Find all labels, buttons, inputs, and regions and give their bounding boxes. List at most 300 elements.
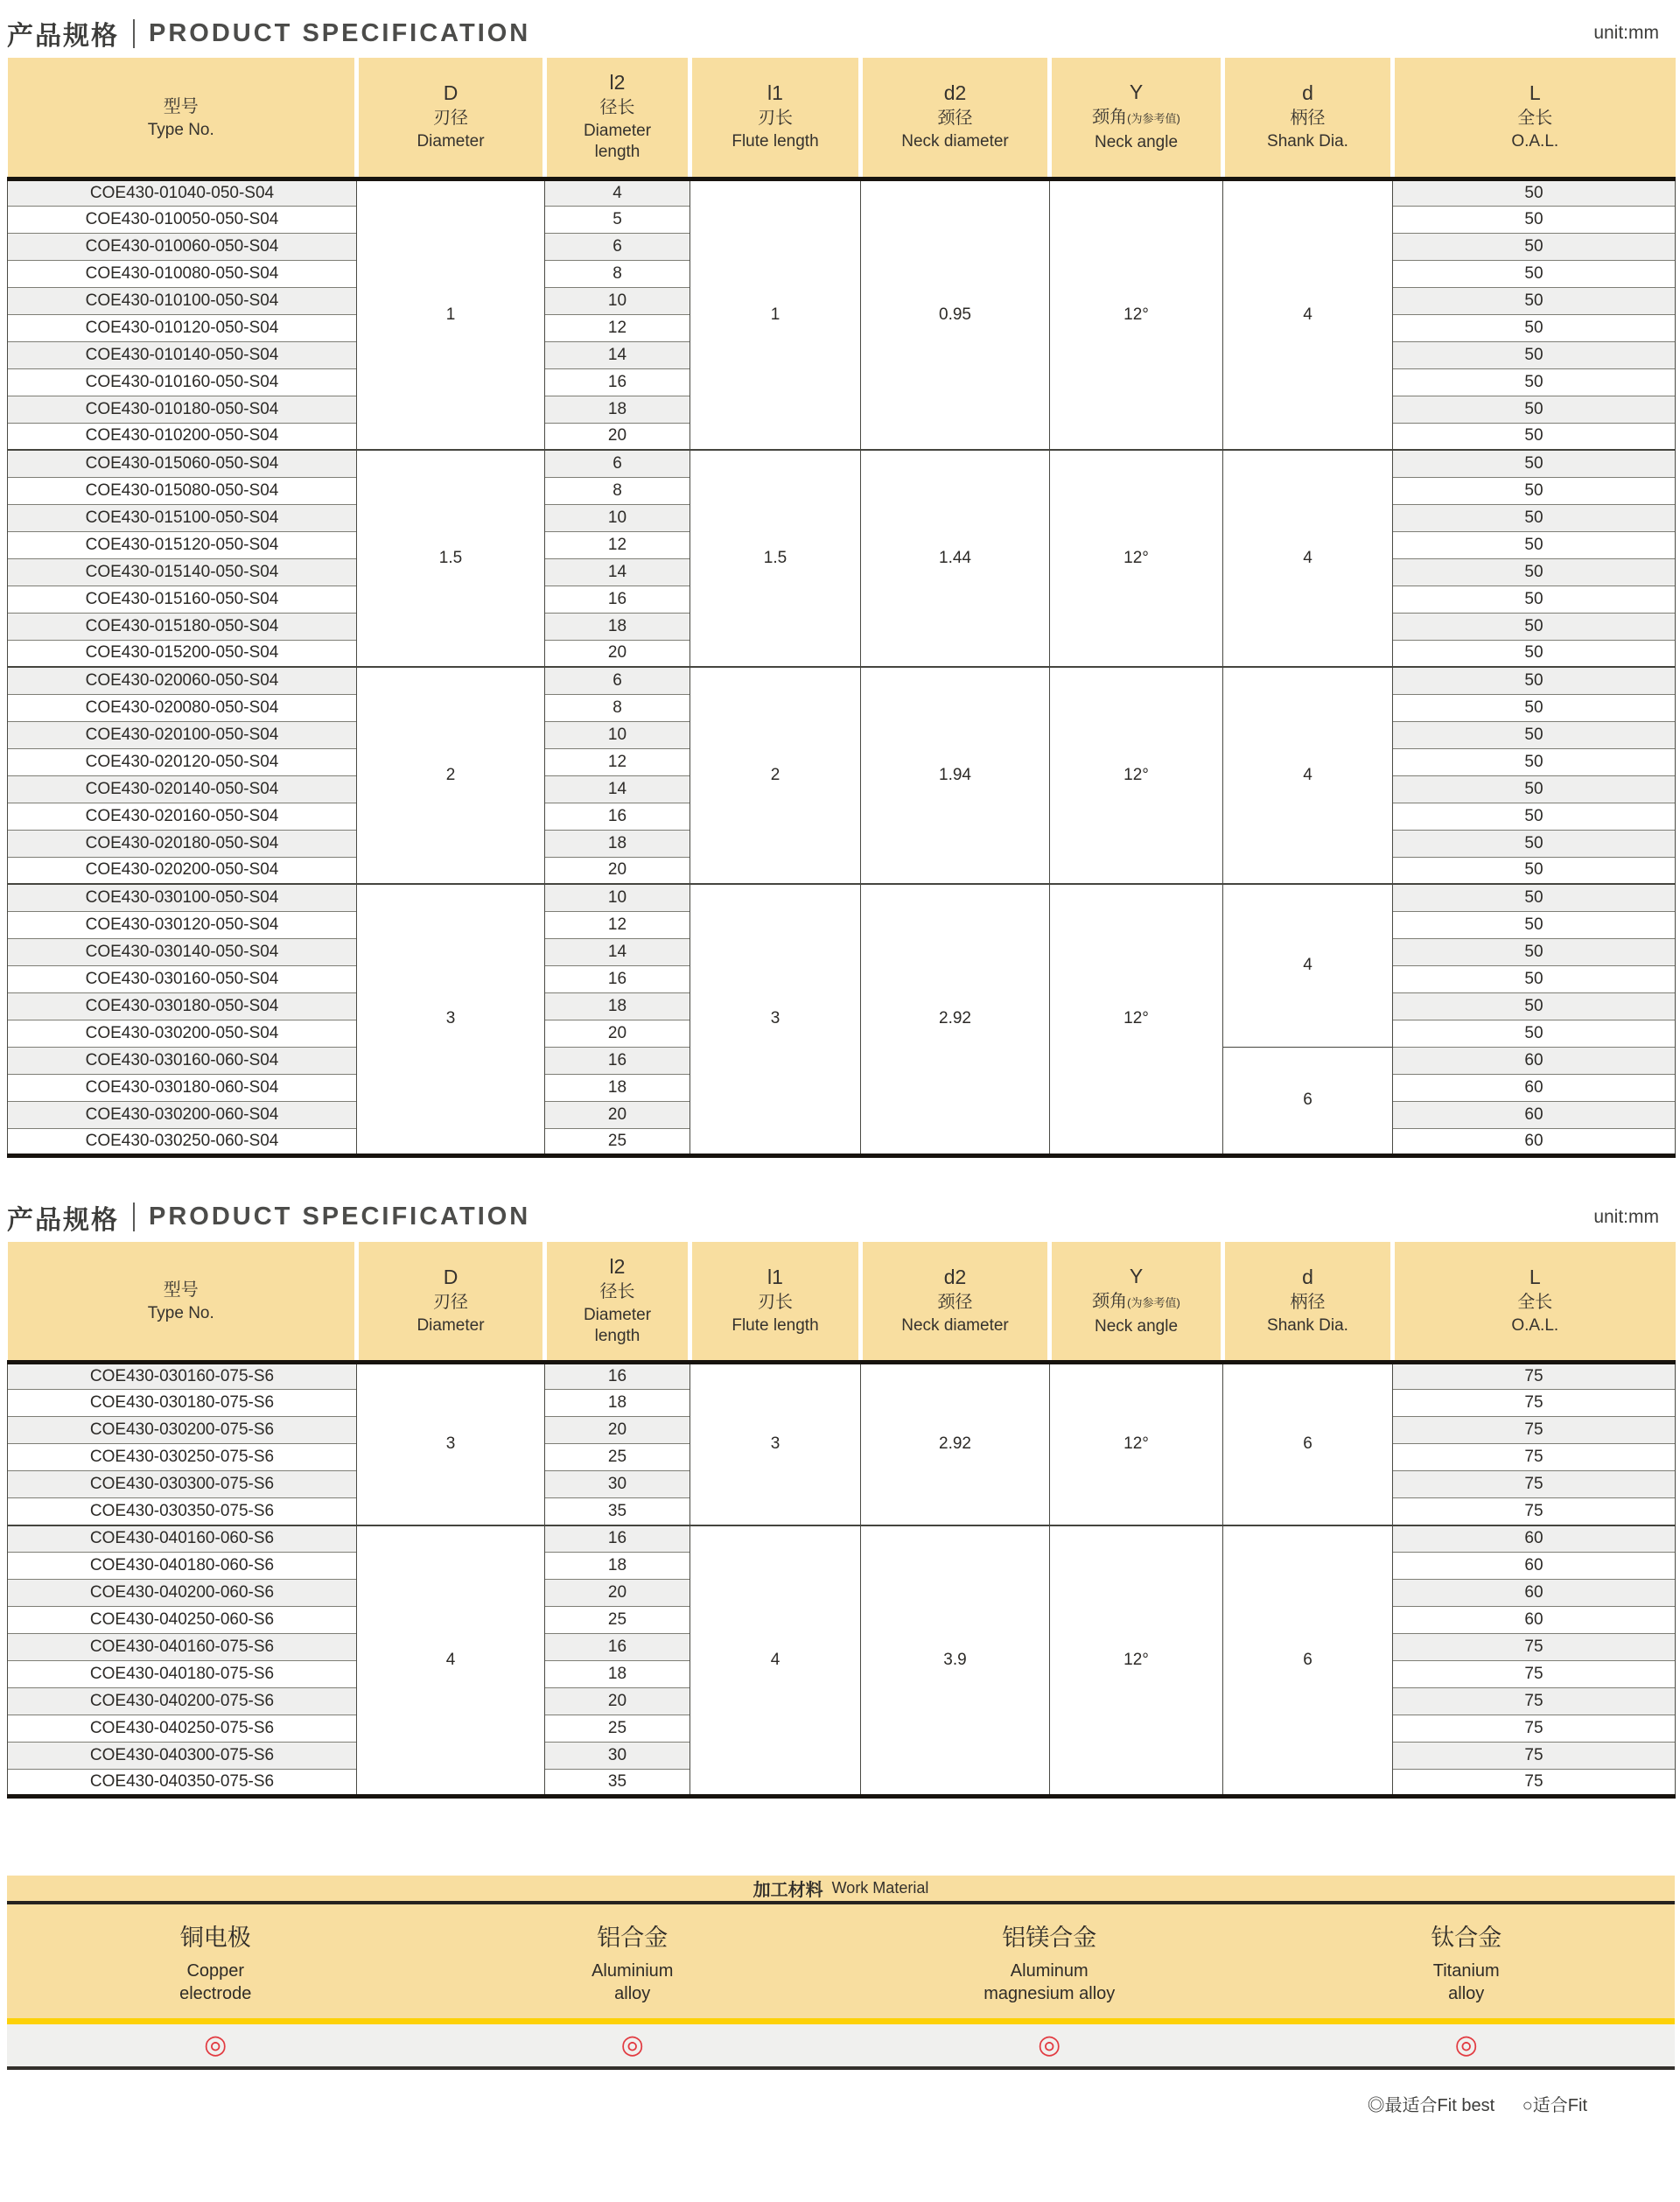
type-no-cell: COE430-030160-050-S04 [8,965,357,992]
column-label-en: Type No. [147,120,214,139]
column-label-en: Shank Dia. [1267,132,1348,151]
column-label-zh: 颈径 [937,109,973,129]
oal-cell: 50 [1393,803,1676,830]
oal-cell: 75 [1393,1688,1676,1715]
column-label-en: O.A.L. [1511,132,1559,151]
oal-cell: 60 [1393,1525,1676,1553]
neck-diameter-cell: 1.94 [861,667,1050,884]
type-no-cell: COE430-015120-050-S04 [8,531,357,558]
flute-length-cell: 3 [690,884,861,1155]
heading-divider [133,19,135,48]
type-no-cell: COE430-030160-075-S6 [8,1363,357,1390]
diameter-length-cell: 18 [545,613,690,640]
spec-table-2-body [8,1363,1676,1797]
oal-cell: 50 [1393,911,1676,938]
diameter-length-cell: 25 [545,1715,690,1743]
material-name-zh: 铝合金 [597,1924,668,1951]
work-material-title-zh: 加工材料 [752,1881,823,1900]
diameter-length-cell: 35 [545,1770,690,1797]
type-no-cell: COE430-020200-050-S04 [8,857,357,884]
fit-best-mark: ◎ [1454,2030,1478,2059]
oal-cell: 50 [1393,748,1676,775]
column-header-flute-length [690,1242,861,1363]
type-no-cell: COE430-010180-050-S04 [8,396,357,423]
oal-cell: 50 [1393,640,1676,667]
material-name-en: Copper [186,1960,245,1981]
oal-cell: 50 [1393,558,1676,586]
oal-cell: 50 [1393,450,1676,477]
column-label-zh-note: (为参考值) [1127,112,1180,126]
shank-dia-cell: 6 [1223,1047,1393,1155]
diameter-cell: 3 [357,884,545,1155]
diameter-length-cell: 8 [545,260,690,287]
column-label-zh: 全长 [1517,109,1553,129]
type-no-cell: COE430-030100-050-S04 [8,884,357,911]
oal-cell: 50 [1393,586,1676,613]
column-label-en: Diameter [416,132,485,151]
work-material-item [424,1918,842,2005]
flute-length-cell: 1 [690,179,861,450]
shank-dia-cell: 4 [1223,179,1393,450]
column-symbol: l2 [609,1254,626,1278]
material-name-en: Aluminum [1010,1960,1088,1981]
diameter-length-cell: 18 [545,1661,690,1688]
oal-cell: 50 [1393,396,1676,423]
spec-table-2 [7,1242,1676,1799]
type-no-cell: COE430-040160-060-S6 [8,1525,357,1553]
neck-angle-cell: 12° [1050,1363,1223,1525]
diameter-length-cell: 16 [545,586,690,613]
diameter-length-cell: 8 [545,477,690,504]
fit-best-mark: ◎ [204,2030,228,2059]
neck-angle-cell: 12° [1050,884,1223,1155]
column-header-diameter-length [545,1242,690,1363]
column-label-zh: 颈径 [937,1292,973,1312]
diameter-length-cell: 20 [545,857,690,884]
material-name-en: alloy [1448,1983,1485,2003]
diameter-length-cell: 8 [545,694,690,721]
column-label-zh-note: (为参考值) [1127,1295,1180,1309]
column-header-oal [1393,1242,1676,1363]
oal-cell: 75 [1393,1390,1676,1417]
oal-cell: 50 [1393,938,1676,965]
spec-table-1-body [8,179,1676,1155]
oal-cell: 50 [1393,965,1676,992]
work-material-names [7,1904,1675,2018]
type-no-cell: COE430-040250-075-S6 [8,1715,357,1743]
heading-zh: 产品规格 [7,1205,119,1235]
spec-table-1-header [8,58,1676,179]
column-symbol: Y [1129,81,1144,104]
page-title [7,14,530,53]
oal-cell: 60 [1393,1074,1676,1101]
diameter-length-cell: 20 [545,1101,690,1128]
column-symbol: l1 [767,1265,783,1288]
oal-cell: 60 [1393,1607,1676,1634]
column-header-oal [1393,58,1676,179]
diameter-length-cell: 14 [545,558,690,586]
material-name-en: Aluminium [592,1960,674,1981]
diameter-length-cell: 18 [545,1553,690,1580]
oal-cell: 50 [1393,613,1676,640]
column-label-zh: 刃径 [433,109,468,129]
oal-cell: 75 [1393,1743,1676,1770]
diameter-length-cell: 10 [545,721,690,748]
type-no-cell: COE430-020060-050-S04 [8,667,357,694]
diameter-length-cell: 18 [545,1390,690,1417]
type-no-cell: COE430-015140-050-S04 [8,558,357,586]
diameter-length-cell: 20 [545,640,690,667]
neck-diameter-cell: 3.9 [861,1525,1050,1797]
diameter-length-cell: 25 [545,1607,690,1634]
diameter-length-cell: 14 [545,341,690,368]
column-label-zh: 刃长 [758,109,793,129]
column-label-en: Neck angle [1094,133,1179,152]
heading-divider [133,1203,135,1231]
column-label-en: Neck angle [1094,1316,1179,1336]
neck-angle-cell: 12° [1050,667,1223,884]
oal-cell: 75 [1393,1661,1676,1688]
fit-legend [7,2091,1675,2116]
oal-cell: 75 [1393,1471,1676,1498]
column-symbol: d [1302,1265,1313,1288]
type-no-cell: COE430-020140-050-S04 [8,775,357,803]
material-name-zh: 铝镁合金 [1002,1924,1097,1951]
diameter-length-cell: 6 [545,450,690,477]
material-name-en: alloy [614,1983,651,2003]
diameter-length-cell: 20 [545,1580,690,1607]
column-label-en: Shank Dia. [1267,1315,1348,1335]
column-label-en: O.A.L. [1511,1315,1559,1335]
unit-label: unit:mm [1593,1206,1659,1227]
diameter-length-cell: 20 [545,1417,690,1444]
work-material-title-en: Work Material [831,1879,929,1897]
neck-diameter-cell: 1.44 [861,450,1050,667]
column-label-zh: 刃长 [758,1292,793,1312]
column-symbol: d2 [943,81,967,105]
yellow-rule [7,2018,1675,2024]
column-header-neck-angle [1050,58,1223,179]
column-label-zh: 型号 [163,96,199,116]
page-title-2 [7,1198,530,1237]
type-no-cell: COE430-030350-075-S6 [8,1498,357,1525]
oal-cell: 50 [1393,287,1676,314]
column-symbol: Y [1129,1264,1144,1287]
diameter-length-cell: 16 [545,1363,690,1390]
oal-cell: 50 [1393,830,1676,857]
type-no-cell: COE430-020080-050-S04 [8,694,357,721]
legend-fit: ○适合Fit [1522,2096,1587,2115]
oal-cell: 75 [1393,1498,1676,1525]
shank-dia-cell: 4 [1223,884,1393,1047]
type-no-cell: COE430-040180-060-S6 [8,1553,357,1580]
type-no-cell: COE430-010060-050-S04 [8,233,357,260]
diameter-cell: 3 [357,1363,545,1525]
oal-cell: 75 [1393,1417,1676,1444]
material-name-zh: 钛合金 [1431,1924,1502,1951]
oal-cell: 60 [1393,1047,1676,1074]
column-symbol: L [1529,81,1541,105]
column-header-shank-dia [1223,1242,1393,1363]
shank-dia-cell: 4 [1223,450,1393,667]
fit-best-mark: ◎ [620,2030,644,2059]
type-no-cell: COE430-030120-050-S04 [8,911,357,938]
column-header-type-no [8,1242,357,1363]
oal-cell: 50 [1393,504,1676,531]
type-no-cell: COE430-040300-075-S6 [8,1743,357,1770]
type-no-cell: COE430-030180-075-S6 [8,1390,357,1417]
type-no-cell: COE430-030300-075-S6 [8,1471,357,1498]
type-no-cell: COE430-030200-060-S04 [8,1101,357,1128]
diameter-length-cell: 16 [545,1525,690,1553]
neck-diameter-cell: 0.95 [861,179,1050,450]
oal-cell: 50 [1393,531,1676,558]
oal-cell: 50 [1393,992,1676,1020]
diameter-length-cell: 18 [545,396,690,423]
oal-cell: 50 [1393,341,1676,368]
diameter-length-cell: 30 [545,1471,690,1498]
column-header-diameter-length [545,58,690,179]
type-no-cell: COE430-020160-050-S04 [8,803,357,830]
work-material-fit-marks [7,2024,1675,2070]
column-label-zh: 全长 [1517,1292,1553,1312]
diameter-length-cell: 5 [545,206,690,233]
oal-cell: 75 [1393,1715,1676,1743]
oal-cell: 75 [1393,1363,1676,1390]
flute-length-cell: 4 [690,1525,861,1797]
column-header-diameter [357,58,545,179]
section-heading-2 [7,1198,1675,1237]
column-symbol: L [1529,1265,1541,1288]
column-header-neck-diameter [861,58,1050,179]
column-label-zh: 径长 [599,98,635,118]
spec-table-2-header [8,1242,1676,1363]
diameter-length-cell: 16 [545,965,690,992]
type-no-cell: COE430-020100-050-S04 [8,721,357,748]
type-no-cell: COE430-010050-050-S04 [8,206,357,233]
material-name-en: magnesium alloy [984,1983,1116,2003]
work-material-item [841,1918,1258,2005]
column-label-en: Neck diameter [901,1315,1009,1335]
column-symbol: l2 [609,71,626,95]
oal-cell: 60 [1393,1101,1676,1128]
type-no-cell: COE430-010160-050-S04 [8,368,357,396]
material-name-zh: 铜电极 [179,1924,251,1951]
column-symbol: d2 [943,1265,967,1288]
oal-cell: 50 [1393,694,1676,721]
diameter-length-cell: 20 [545,1688,690,1715]
column-header-neck-angle [1050,1242,1223,1363]
type-no-cell: COE430-015080-050-S04 [8,477,357,504]
type-no-cell: COE430-015180-050-S04 [8,613,357,640]
type-no-cell: COE430-015100-050-S04 [8,504,357,531]
heading-en: PRODUCT SPECIFICATION [149,18,531,47]
oal-cell: 50 [1393,206,1676,233]
column-header-neck-diameter [861,1242,1050,1363]
type-no-cell: COE430-040200-060-S6 [8,1580,357,1607]
oal-cell: 50 [1393,260,1676,287]
shank-dia-cell: 6 [1223,1363,1393,1525]
type-no-cell: COE430-030200-050-S04 [8,1020,357,1047]
diameter-length-cell: 6 [545,233,690,260]
diameter-length-cell: 14 [545,775,690,803]
column-label-en: Neck diameter [901,132,1009,151]
type-no-cell: COE430-040160-075-S6 [8,1634,357,1661]
column-header-shank-dia [1223,58,1393,179]
oal-cell: 50 [1393,857,1676,884]
oal-cell: 60 [1393,1580,1676,1607]
column-label-zh: 柄径 [1290,109,1326,129]
type-no-cell: COE430-030180-050-S04 [8,992,357,1020]
oal-cell: 60 [1393,1553,1676,1580]
diameter-length-cell: 18 [545,992,690,1020]
type-no-cell: COE430-030180-060-S04 [8,1074,357,1101]
column-label-zh: 刃径 [433,1292,468,1312]
material-name-en: Titanium [1432,1960,1500,1981]
column-label-zh: 颈角(为参考值) [1092,1291,1180,1311]
column-symbol: d [1302,81,1313,105]
column-label-zh: 颈角(为参考值) [1092,108,1180,128]
oal-cell: 50 [1393,423,1676,450]
diameter-length-cell: 6 [545,667,690,694]
type-no-cell: COE430-040180-075-S6 [8,1661,357,1688]
column-label-en: Type No. [147,1304,214,1323]
column-label-en: Diameter [583,1305,652,1324]
column-header-diameter [357,1242,545,1363]
diameter-length-cell: 16 [545,368,690,396]
column-label-zh: 径长 [599,1281,635,1301]
shank-dia-cell: 4 [1223,667,1393,884]
diameter-length-cell: 12 [545,531,690,558]
type-no-cell: COE430-015200-050-S04 [8,640,357,667]
flute-length-cell: 3 [690,1363,861,1525]
neck-diameter-cell: 2.92 [861,884,1050,1155]
type-no-cell: COE430-040350-075-S6 [8,1770,357,1797]
heading-zh: 产品规格 [7,22,119,51]
diameter-length-cell: 10 [545,884,690,911]
work-material-title [7,1876,1675,1904]
shank-dia-cell: 6 [1223,1525,1393,1797]
type-no-cell: COE430-040200-075-S6 [8,1688,357,1715]
type-no-cell: COE430-010120-050-S04 [8,314,357,341]
type-no-cell: COE430-010200-050-S04 [8,423,357,450]
diameter-length-cell: 14 [545,938,690,965]
oal-cell: 50 [1393,667,1676,694]
diameter-length-cell: 25 [545,1128,690,1155]
type-no-cell: COE430-030250-075-S6 [8,1444,357,1471]
column-label-zh: 柄径 [1290,1292,1326,1312]
oal-cell: 60 [1393,1128,1676,1155]
type-no-cell: COE430-030160-060-S04 [8,1047,357,1074]
legend-fit-best: ◎最适合Fit best [1367,2096,1495,2115]
diameter-cell: 1.5 [357,450,545,667]
column-label-en: Diameter [416,1315,485,1335]
column-label-en: length [594,1326,640,1345]
work-material-item [7,1918,424,2005]
diameter-cell: 4 [357,1525,545,1797]
column-header-type-no [8,58,357,179]
type-no-cell: COE430-010140-050-S04 [8,341,357,368]
diameter-length-cell: 20 [545,1020,690,1047]
flute-length-cell: 1.5 [690,450,861,667]
type-no-cell: COE430-020180-050-S04 [8,830,357,857]
column-header-flute-length [690,58,861,179]
diameter-length-cell: 12 [545,748,690,775]
type-no-cell: COE430-040250-060-S6 [8,1607,357,1634]
oal-cell: 50 [1393,179,1676,206]
column-label-en: length [594,143,640,162]
type-no-cell: COE430-030250-060-S04 [8,1128,357,1155]
column-label-zh: 型号 [163,1280,199,1301]
oal-cell: 50 [1393,477,1676,504]
type-no-cell: COE430-030140-050-S04 [8,938,357,965]
work-material-item [1258,1918,1676,2005]
diameter-cell: 1 [357,179,545,450]
diameter-length-cell: 18 [545,1074,690,1101]
catalog-page [7,14,1675,2116]
diameter-length-cell: 25 [545,1444,690,1471]
section-heading-1 [7,14,1675,53]
diameter-cell: 2 [357,667,545,884]
diameter-length-cell: 10 [545,287,690,314]
oal-cell: 50 [1393,775,1676,803]
type-no-cell: COE430-015060-050-S04 [8,450,357,477]
unit-label: unit:mm [1593,23,1659,43]
heading-en: PRODUCT SPECIFICATION [149,1203,531,1231]
diameter-length-cell: 12 [545,911,690,938]
oal-cell: 50 [1393,721,1676,748]
spec-table-1 [7,58,1676,1158]
flute-length-cell: 2 [690,667,861,884]
oal-cell: 50 [1393,884,1676,911]
material-name-en: electrode [179,1983,252,2003]
column-symbol: D [443,1265,458,1288]
neck-angle-cell: 12° [1050,450,1223,667]
type-no-cell: COE430-015160-050-S04 [8,586,357,613]
diameter-length-cell: 35 [545,1498,690,1525]
neck-angle-cell: 12° [1050,1525,1223,1797]
neck-angle-cell: 12° [1050,179,1223,450]
diameter-length-cell: 20 [545,423,690,450]
neck-diameter-cell: 2.92 [861,1363,1050,1525]
diameter-length-cell: 16 [545,803,690,830]
column-label-en: Flute length [732,1315,819,1335]
diameter-length-cell: 18 [545,830,690,857]
column-symbol: D [443,81,458,105]
diameter-length-cell: 4 [545,179,690,206]
column-symbol: l1 [767,81,783,105]
type-no-cell: COE430-020120-050-S04 [8,748,357,775]
type-no-cell: COE430-030200-075-S6 [8,1417,357,1444]
type-no-cell: COE430-010080-050-S04 [8,260,357,287]
oal-cell: 75 [1393,1634,1676,1661]
diameter-length-cell: 12 [545,314,690,341]
column-label-en: Diameter [583,122,652,141]
work-material-section [7,1876,1675,2070]
diameter-length-cell: 16 [545,1047,690,1074]
oal-cell: 75 [1393,1770,1676,1797]
oal-cell: 75 [1393,1444,1676,1471]
diameter-length-cell: 10 [545,504,690,531]
oal-cell: 50 [1393,368,1676,396]
oal-cell: 50 [1393,1020,1676,1047]
oal-cell: 50 [1393,233,1676,260]
fit-best-mark: ◎ [1038,2030,1061,2059]
diameter-length-cell: 30 [545,1743,690,1770]
oal-cell: 50 [1393,314,1676,341]
type-no-cell: COE430-01040-050-S04 [8,179,357,206]
type-no-cell: COE430-010100-050-S04 [8,287,357,314]
